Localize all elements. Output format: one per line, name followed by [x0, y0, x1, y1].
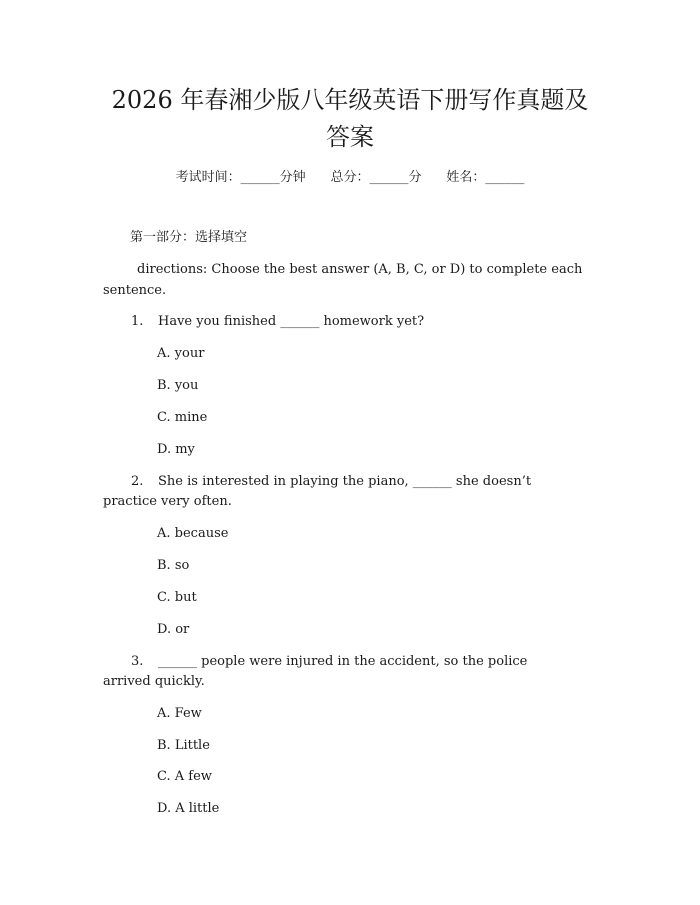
exam-meta-row	[0, 168, 700, 188]
question-2-option-d: D. or	[157, 622, 190, 637]
name-blank: ______	[485, 170, 525, 185]
name-label: 姓名：	[446, 170, 486, 185]
question-2-text-line-2: practice very often.	[103, 494, 232, 509]
exam-time-blank: ______	[240, 170, 280, 185]
title-line-1: 2026 年春湘少版八年级英语下册写作真题及	[111, 86, 589, 114]
question-2-option-c: C. but	[157, 590, 197, 605]
exam-time-label: 考试时间：	[175, 170, 241, 185]
document-title	[60, 82, 640, 156]
question-1-number: 1.	[131, 314, 144, 329]
section-title: 第一部分：选择填空	[130, 230, 248, 245]
total-score-blank: ______	[369, 170, 409, 185]
exam-time-unit: 分钟	[279, 170, 306, 185]
question-3-option-d: D. A little	[157, 801, 220, 816]
question-3-option-b: B. Little	[157, 738, 210, 753]
question-1-text: Have you finished ______ homework yet?	[158, 314, 425, 329]
question-3-option-c: C. A few	[157, 769, 212, 784]
question-3-text-line-1: ______ people were injured in the accident, so the police	[158, 654, 528, 669]
question-2-option-a: A. because	[157, 526, 229, 541]
question-2-text-line-1: She is interested in playing the piano, ______ she doesn’t	[158, 474, 532, 489]
question-2-option-b: B. so	[157, 558, 190, 573]
total-score-unit: 分	[408, 170, 422, 185]
question-3-number: 3.	[131, 654, 144, 669]
question-2-number: 2.	[131, 474, 144, 489]
question-1-option-c: C. mine	[157, 410, 208, 425]
question-3-option-a: A. Few	[157, 706, 202, 721]
title-line-2: 答案	[326, 123, 374, 151]
question-1-option-d: D. my	[157, 442, 195, 457]
question-3-text-line-2: arrived quickly.	[103, 674, 205, 689]
directions-line-1: directions: Choose the best answer (A, B, C, or D) to complete each	[137, 262, 583, 277]
question-1-option-a: A. your	[157, 346, 205, 361]
question-1-option-b: B. you	[157, 378, 199, 393]
total-score-label: 总分：	[330, 170, 370, 185]
directions-line-2: sentence.	[103, 283, 167, 298]
